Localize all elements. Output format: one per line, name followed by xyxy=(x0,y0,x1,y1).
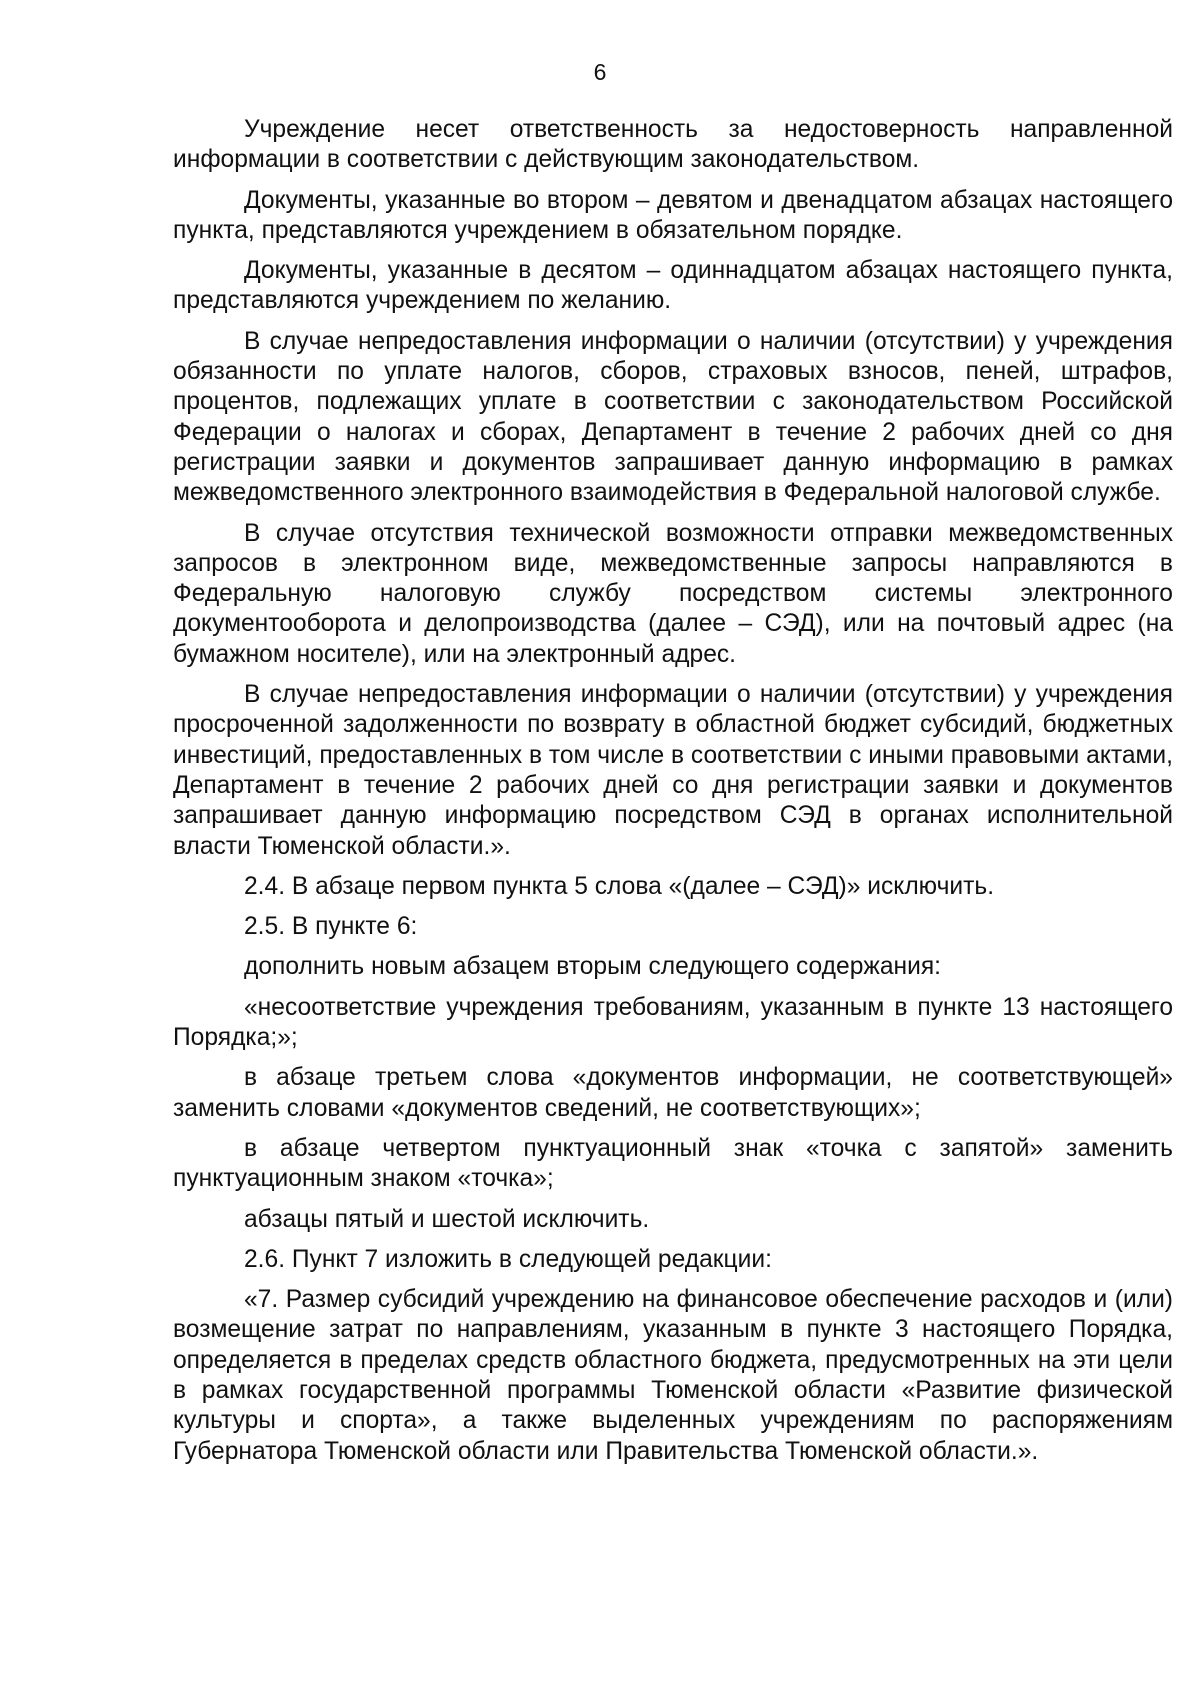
paragraph: Документы, указанные во втором – девятом и двенадцатом абзацах настоящего пункта, представляются учреждением в обязательном порядке. xyxy=(173,186,1173,244)
paragraph: 2.4. В абзаце первом пункта 5 слова «(далее – СЭД)» исключить. xyxy=(244,872,995,900)
paragraph: В случае непредоставления информации о наличии (отсутствии) у учреждения просроченной задолженности по возврату в областной бюджет субсидий, бюджетных инвестиций, предоставленных в том числе в соответствии с иными правовыми актами, Департамент в течение 2 рабочих дней со дня регистрации заявки и документов запрашивает данную информацию посредством СЭД в органах исполнительной власти Тюменской области.». xyxy=(173,681,1173,860)
paragraph: 2.6. Пункт 7 изложить в следующей редакции: xyxy=(244,1245,772,1273)
paragraph: В случае отсутствия технической возможности отправки межведомственных запросов в электронном виде, межведомственные запросы направляются в Федеральную налоговую службу посредством системы электронного документооборота и делопроизводства (далее – СЭД), или на почтовый адрес (на бумажном носителе), или на электронный адрес. xyxy=(173,519,1173,668)
paragraph: В случае непредоставления информации о наличии (отсутствии) у учреждения обязанности по уплате налогов, сборов, страховых взносов, пеней, штрафов, процентов, подлежащих уплате в соответствии с законодательством Российской Федерации о налогах и сборах, Департамент в течение 2 рабочих дней со дня регистрации заявки и документов запрашивает данную информацию в рамках межведомственного электронного взаимодействия в Федеральной налоговой службе. xyxy=(173,327,1173,507)
paragraph: абзацы пятый и шестой исключить. xyxy=(244,1205,650,1233)
page-number: 6 xyxy=(593,59,607,85)
paragraph: дополнить новым абзацем вторым следующего содержания: xyxy=(244,953,941,981)
paragraph: «7. Размер субсидий учреждению на финансовое обеспечение расходов и (или) возмещение затрат по направлениям, указанным в пункте 3 настоящего Порядка, определяется в пределах средств областного бюджета, предусмотренных на эти цели в рамках государственной программы Тюменской области «Развитие физической культуры и спорта», а также выделенных учреждениям по распоряжениям Губернатора Тюменской области или Правительства Тюменской области.». xyxy=(173,1286,1173,1465)
paragraph: в абзаце четвертом пунктуационный знак «точка с запятой» заменить пунктуационным знаком «точка»; xyxy=(173,1134,1173,1193)
paragraph: «несоответствие учреждения требованиям, указанным в пункте 13 настоящего Порядка;»; xyxy=(173,993,1173,1052)
paragraph: в абзаце третьем слова «документов информации, не соответствующей» заменить словами «документов сведений, не соответствующих»; xyxy=(173,1064,1173,1122)
paragraph: 2.5. В пункте 6: xyxy=(244,913,418,941)
paragraph: Учреждение несет ответственность за недостоверность направленной информации в соответствии с действующим законодательством. xyxy=(173,116,1173,174)
paragraph: Документы, указанные в десятом – одиннадцатом абзацах настоящего пункта, представляются учреждением по желанию. xyxy=(173,257,1173,315)
document-body xyxy=(173,115,1173,1477)
